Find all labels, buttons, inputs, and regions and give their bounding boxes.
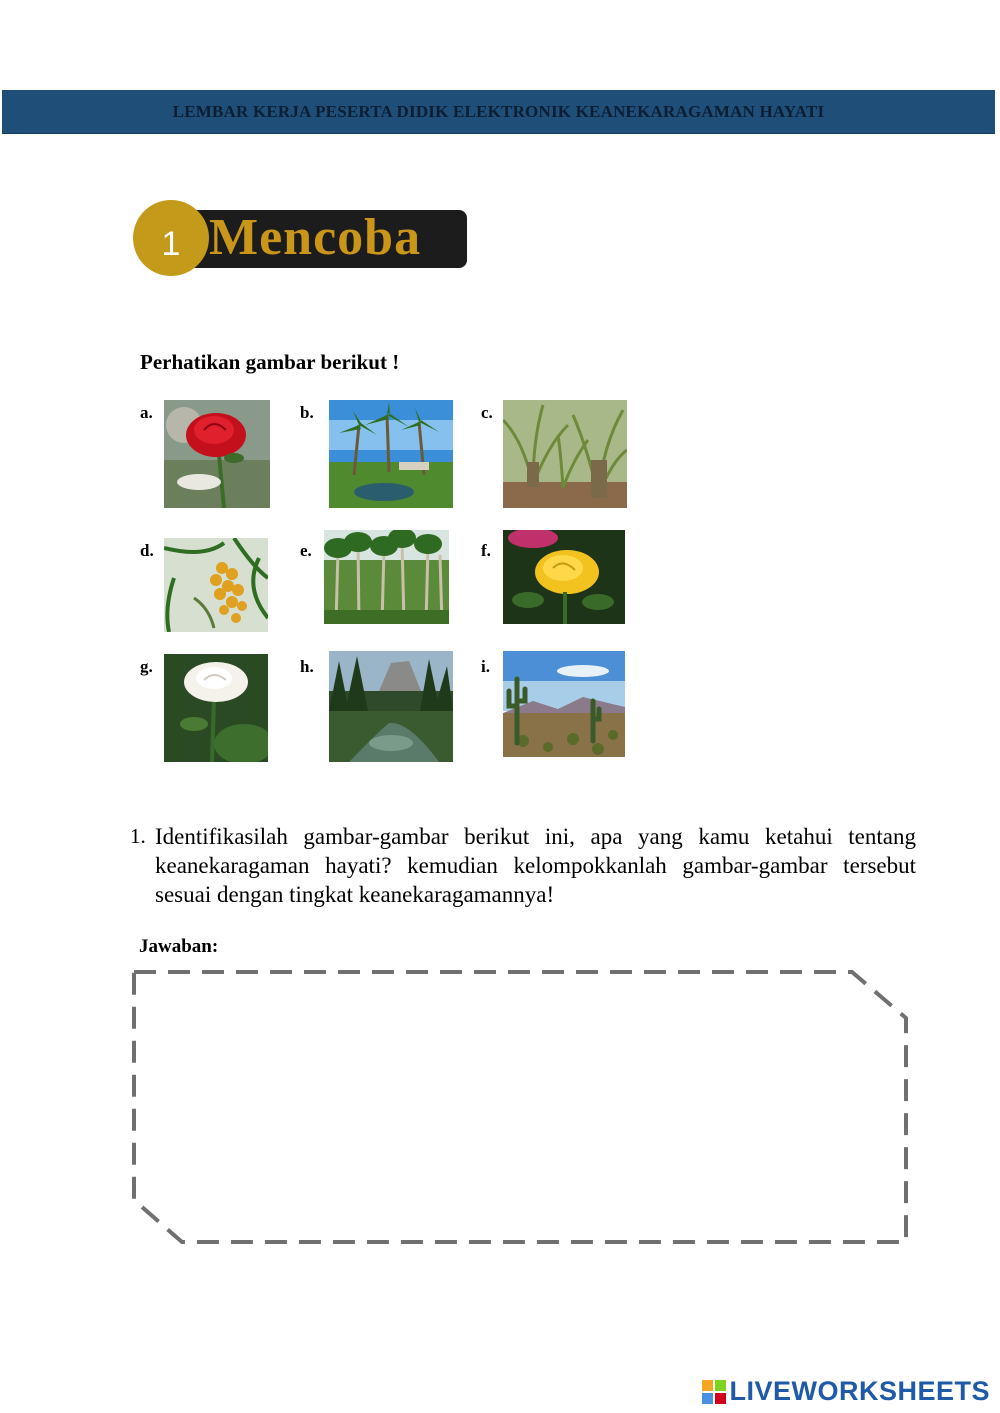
watermark-text: LIVEWORKSHEETS	[729, 1376, 990, 1406]
picture-label-d: d.	[140, 541, 154, 560]
picture-label-i: i.	[481, 657, 490, 676]
header-title: LEMBAR KERJA PESERTA DIDIK ELEKTRONIK KEANEKARAGAMAN HAYATI	[172, 101, 825, 121]
picture-label-a: a.	[140, 403, 153, 422]
oil-palm-plantation-icon	[503, 400, 627, 508]
areca-palm-grove-icon	[324, 530, 449, 624]
liveworksheets-icon	[702, 1380, 726, 1404]
answer-label: Jawaban:	[139, 936, 219, 957]
badge-number-circle	[133, 200, 209, 276]
question-number: 1.	[130, 824, 146, 848]
desert-cactus-icon	[503, 651, 625, 757]
answer-box[interactable]	[130, 968, 910, 1248]
picture-label-e: e.	[300, 541, 312, 560]
badge-title: Mencoba	[209, 209, 422, 266]
section-badge	[133, 200, 473, 280]
red-rose-icon	[164, 400, 270, 508]
liveworksheets-logo	[702, 1376, 990, 1407]
header-band	[2, 90, 995, 134]
picture-label-g: g.	[140, 657, 153, 676]
forest-river-icon	[329, 651, 453, 762]
badge-number: 1	[161, 224, 181, 263]
instruction-text: Perhatikan gambar berikut !	[140, 350, 400, 374]
coconut-palms-icon	[329, 400, 453, 508]
palm-fruit-icon	[164, 538, 268, 632]
question-text: Identifikasilah gambar-gambar berikut ini, apa yang kamu ketahui tentang keanekaragaman hayati? kemudian kelompokkanlah gambar-gambar tersebut sesuai dengan tingkat keanekaragamannya!	[155, 824, 916, 907]
picture-label-h: h.	[300, 657, 314, 676]
picture-label-c: c.	[481, 403, 493, 422]
question-1	[130, 822, 916, 909]
picture-label-f: f.	[481, 541, 491, 560]
yellow-rose-icon	[503, 530, 625, 624]
picture-label-b: b.	[300, 403, 314, 422]
white-rose-icon	[164, 654, 268, 762]
